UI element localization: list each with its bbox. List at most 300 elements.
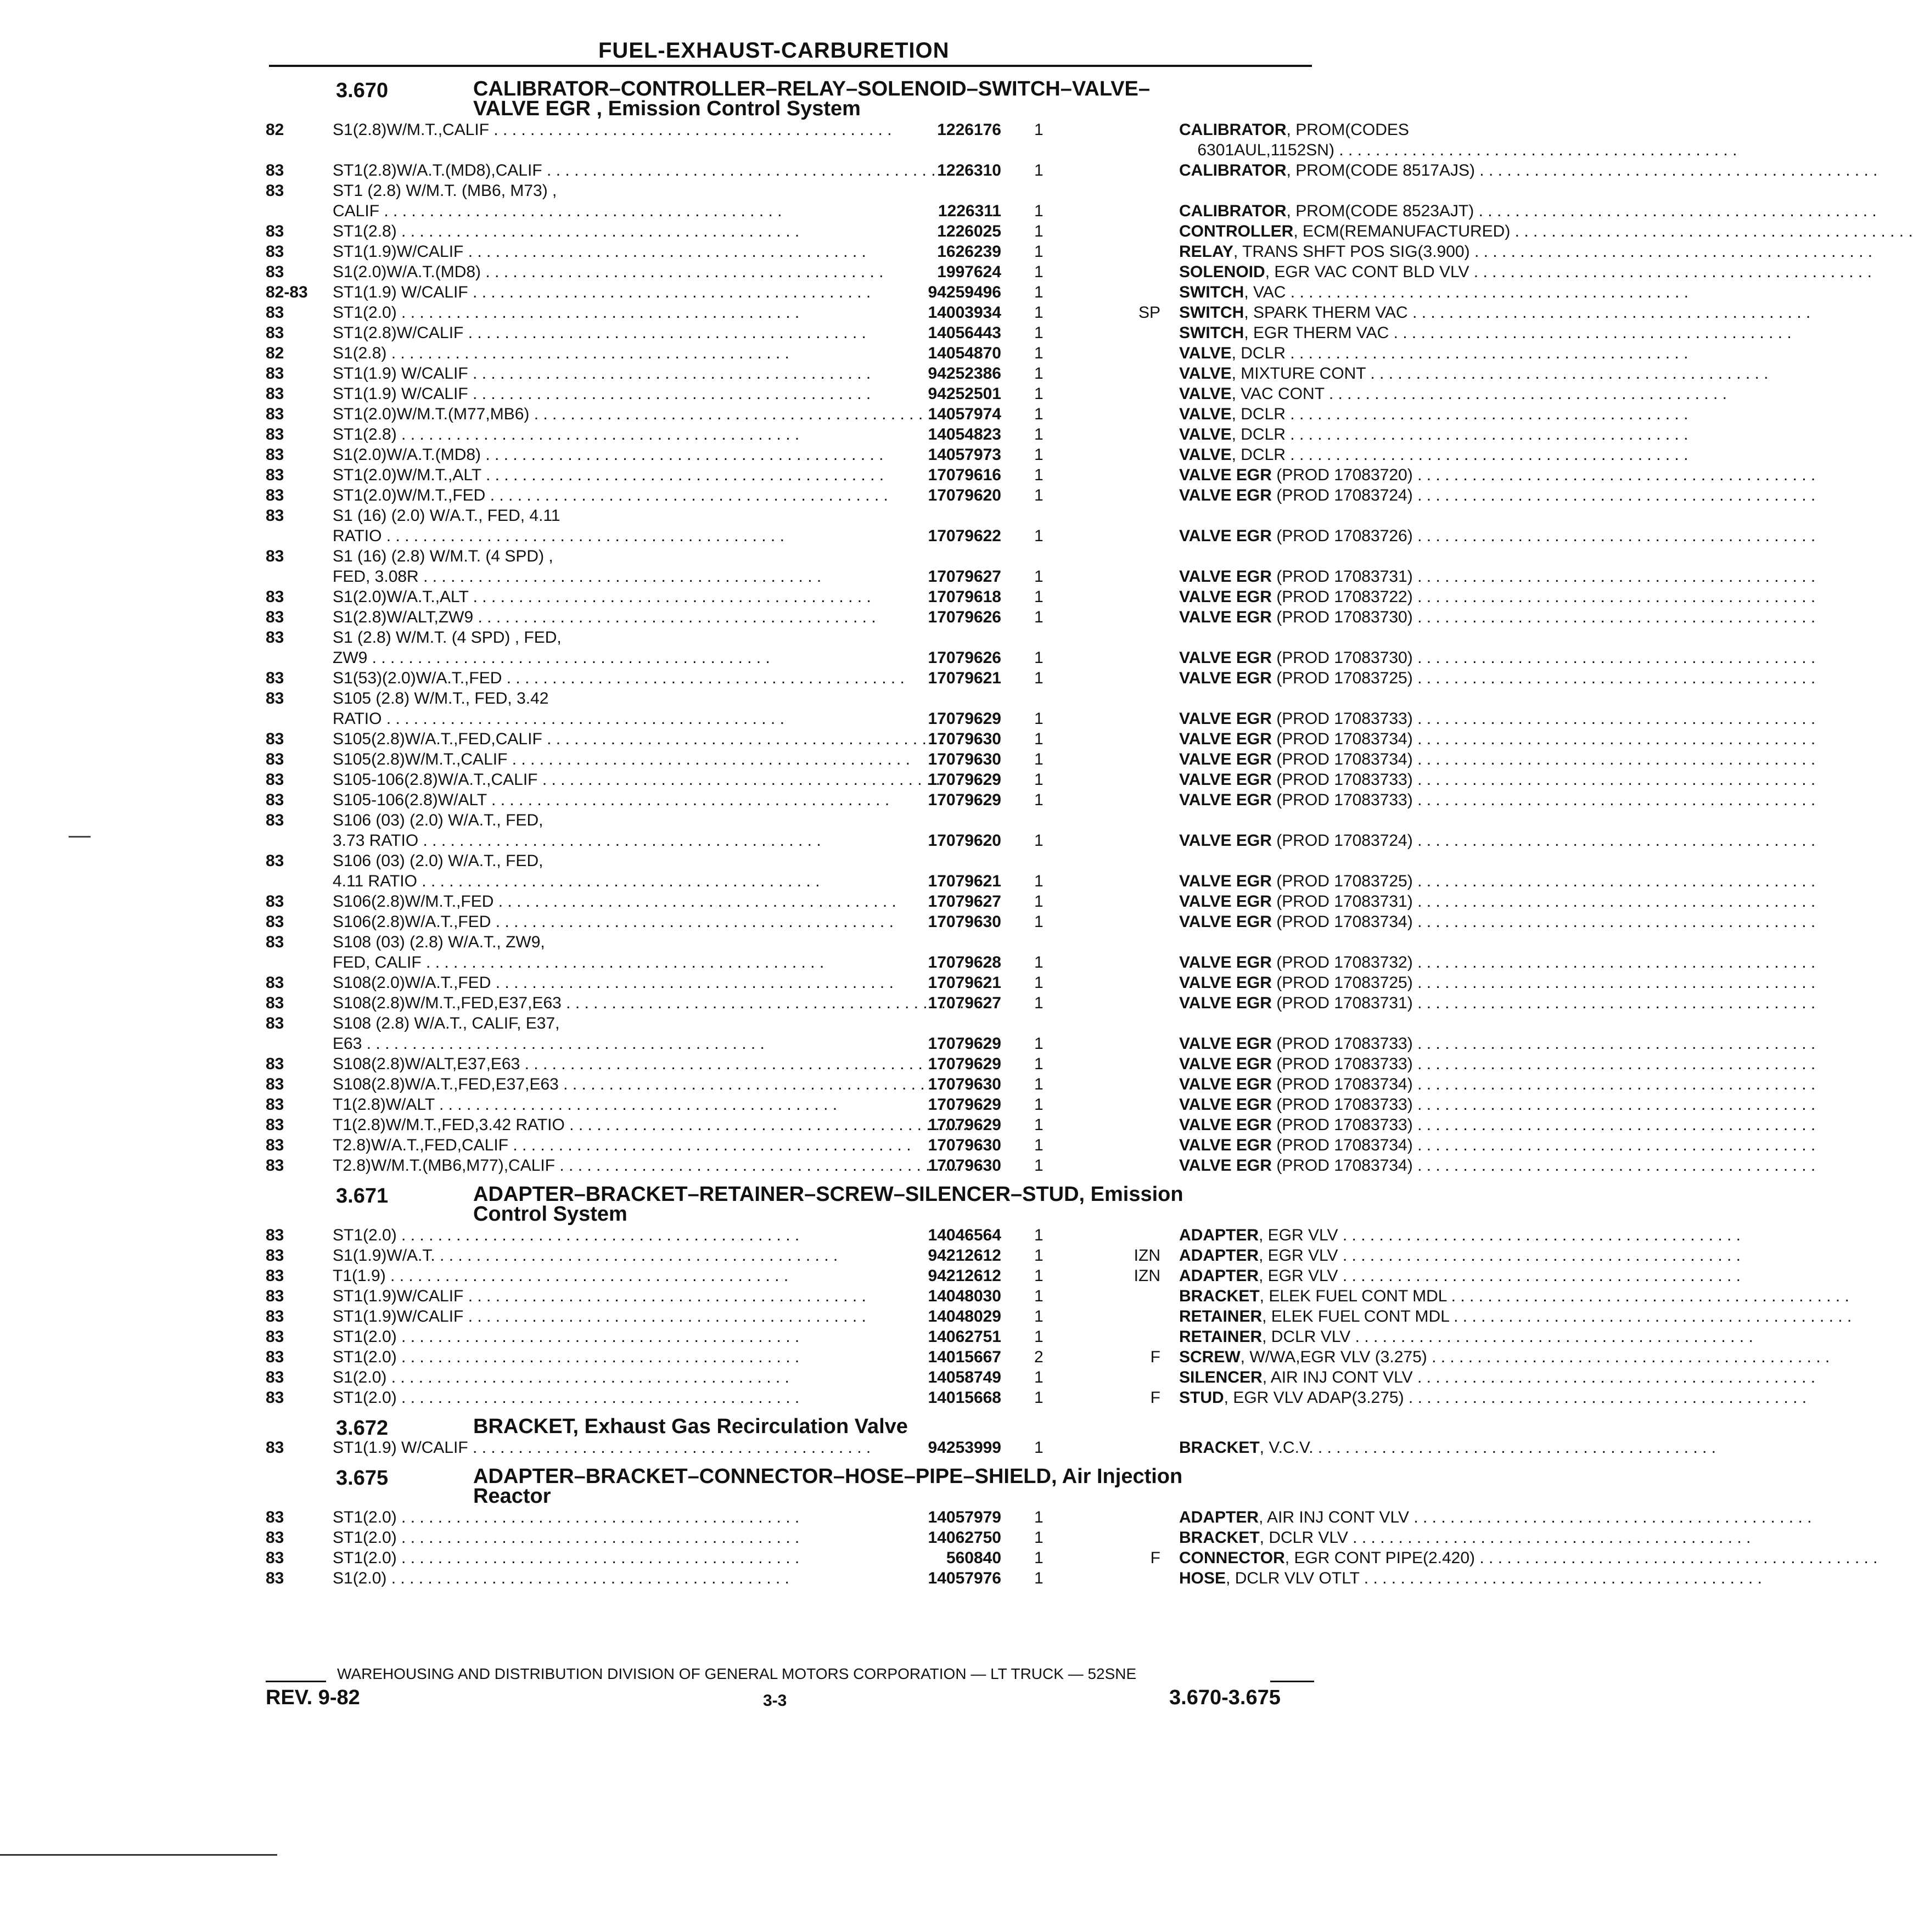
vehicle-description-line: ST1(2.8)W/A.T.(MD8),CALIF . . . xyxy=(333,160,827,181)
vehicle-description xyxy=(333,1548,827,1568)
vehicle-description-line: S106(2.8)W/A.T.,FED . . . xyxy=(333,912,827,932)
part-name-bold: VALVE EGR xyxy=(1179,669,1272,687)
part-name xyxy=(1179,1245,1574,1266)
scan-bottom-rule xyxy=(0,1854,277,1856)
part-number: 94253999 xyxy=(928,1439,1001,1457)
vehicle-description xyxy=(333,1568,827,1588)
vehicle-description xyxy=(333,912,827,932)
part-name xyxy=(1179,648,1574,668)
part-name-detail: (PROD 17083733) xyxy=(1271,771,1413,789)
part-name xyxy=(1179,1568,1574,1588)
part-name-detail: , MIXTURE CONT xyxy=(1231,364,1366,383)
quantity: 1 xyxy=(1034,1075,1044,1093)
vehicle-description-line: ST1(2.0) . . . xyxy=(333,1527,827,1548)
quantity: 1 xyxy=(1034,446,1044,464)
table-row xyxy=(266,384,1325,404)
section-3-672 xyxy=(266,1414,1314,1458)
part-name-bold: VALVE EGR xyxy=(1179,1156,1272,1175)
part-name-line xyxy=(1179,891,1574,912)
model-year: 83 xyxy=(266,324,284,342)
part-name-bold: CALIBRATOR xyxy=(1179,121,1287,139)
table-row xyxy=(266,1115,1413,1135)
vehicle-description-line: S1(53)(2.0)W/A.T.,FED . . . xyxy=(333,668,827,688)
vehicle-description xyxy=(333,729,827,749)
table-row xyxy=(266,1225,1338,1245)
part-name-bold: HOSE xyxy=(1179,1569,1226,1587)
part-name-detail: , EGR VLV xyxy=(1259,1267,1338,1285)
page-header-title: FUEL-EXHAUST-CARBURETION xyxy=(598,38,950,63)
part-name-detail: , SPARK THERM VAC xyxy=(1244,304,1408,322)
part-number: 17079629 xyxy=(928,1055,1001,1073)
part-name xyxy=(1179,871,1574,891)
part-name xyxy=(1179,160,1574,181)
vehicle-description-line: ST1(1.9) W/CALIF . . . xyxy=(333,1437,827,1458)
part-number: 17079628 xyxy=(928,953,1001,971)
part-number: 17079630 xyxy=(928,1156,1001,1175)
vehicle-description-line: ST1(1.9)W/CALIF . . . xyxy=(333,1306,827,1327)
part-name xyxy=(1179,1034,1574,1054)
part-number: 14058749 xyxy=(928,1368,1001,1386)
code: IZN xyxy=(1134,1246,1160,1265)
vehicle-description-line: S108(2.0)W/A.T.,FED . . . xyxy=(333,973,827,993)
quantity: 1 xyxy=(1034,791,1044,809)
model-year: 83 xyxy=(266,263,284,281)
part-name-detail: (PROD 17083724) xyxy=(1271,832,1413,850)
vehicle-description-line: RATIO . . . xyxy=(333,526,827,546)
part-name xyxy=(1179,1115,1574,1135)
model-year: 83 xyxy=(266,1136,284,1154)
part-name-detail: (PROD 17083733) xyxy=(1271,1035,1413,1053)
vehicle-description-line: ZW9 . . . xyxy=(333,648,827,668)
part-name-line xyxy=(1179,465,1574,485)
part-number: 14048030 xyxy=(928,1287,1001,1305)
part-name xyxy=(1179,485,1574,506)
table-row xyxy=(266,607,1413,627)
model-year: 83 xyxy=(266,1549,284,1567)
part-name-line xyxy=(1179,282,1574,302)
model-year: 83 xyxy=(266,1287,284,1305)
part-name-line xyxy=(1179,1094,1574,1115)
model-year: 83 xyxy=(266,1055,284,1073)
quantity: 1 xyxy=(1034,832,1044,850)
vehicle-description-line: S106(2.8)W/M.T.,FED . . . xyxy=(333,891,827,912)
part-number: 14048029 xyxy=(928,1307,1001,1326)
quantity: 1 xyxy=(1034,161,1044,179)
vehicle-description-line: S105-106(2.8)W/A.T.,CALIF . . . xyxy=(333,770,827,790)
part-name-line xyxy=(1179,648,1574,668)
part-number: 1997624 xyxy=(937,263,1001,281)
model-year: 83 xyxy=(266,933,284,951)
vehicle-description xyxy=(333,1135,827,1155)
quantity: 1 xyxy=(1034,364,1044,383)
vehicle-description-line: ST1(2.8)W/CALIF . . . xyxy=(333,323,827,343)
part-name-line xyxy=(1179,1135,1574,1155)
vehicle-description-line: S1 (2.8) W/M.T. (4 SPD) , FED, xyxy=(333,628,562,647)
part-number: 14057973 xyxy=(928,446,1001,464)
table-row xyxy=(266,1266,1338,1286)
parts-catalog-body xyxy=(266,77,1511,1588)
vehicle-description-line: S105(2.8)W/M.T.,CALIF . . . xyxy=(333,749,827,770)
quantity: 1 xyxy=(1034,1549,1044,1567)
vehicle-description xyxy=(333,1094,827,1115)
part-name xyxy=(1179,1286,1574,1306)
vehicle-description xyxy=(333,445,827,465)
part-name xyxy=(1179,424,1574,445)
part-name-line xyxy=(1179,709,1574,729)
part-name xyxy=(1179,1507,1574,1527)
part-name xyxy=(1179,384,1574,404)
quantity: 1 xyxy=(1034,1439,1044,1457)
table-row xyxy=(266,323,1389,343)
footer-division-text: WAREHOUSING AND DISTRIBUTION DIVISION OF GENERAL MOTORS CORPORATION — LT TRUCK — 52SNE xyxy=(337,1665,1137,1682)
table-row xyxy=(266,627,1413,668)
model-year: 83 xyxy=(266,1529,284,1547)
vehicle-description xyxy=(333,668,827,688)
model-year: 83 xyxy=(266,385,284,403)
table-row xyxy=(266,993,1413,1013)
part-name xyxy=(1179,1094,1574,1115)
quantity: 1 xyxy=(1034,1156,1044,1175)
quantity: 1 xyxy=(1034,405,1044,423)
vehicle-description xyxy=(333,749,827,770)
part-name-bold: VALVE EGR xyxy=(1179,730,1272,748)
vehicle-description xyxy=(333,1507,827,1527)
part-name-line xyxy=(1179,1306,1574,1327)
model-year: 83 xyxy=(266,1116,284,1134)
model-year: 83 xyxy=(266,161,284,179)
table-row xyxy=(266,363,1366,384)
part-name-bold: ADAPTER xyxy=(1179,1508,1259,1526)
part-name xyxy=(1179,1135,1574,1155)
table-row xyxy=(266,1327,1351,1347)
table-row xyxy=(266,1437,1314,1458)
part-name-line xyxy=(1179,1367,1574,1388)
part-name-detail: (PROD 17083734) xyxy=(1271,1156,1413,1175)
part-number: 14046564 xyxy=(928,1226,1001,1244)
part-name-bold: ADAPTER xyxy=(1179,1226,1259,1244)
model-year: 83 xyxy=(266,689,284,707)
part-name-detail: (PROD 17083724) xyxy=(1271,486,1413,504)
quantity: 1 xyxy=(1034,1368,1044,1386)
quantity: 1 xyxy=(1034,1136,1044,1154)
quantity: 1 xyxy=(1034,1287,1044,1305)
part-name-bold: VALVE EGR xyxy=(1179,872,1272,890)
vehicle-description-line: S1 (16) (2.0) W/A.T., FED, 4.11 xyxy=(333,507,560,525)
part-name-line xyxy=(1179,343,1574,363)
part-number: 17079621 xyxy=(928,974,1001,992)
part-name-detail: , ECM(REMANUFACTURED) xyxy=(1293,222,1511,240)
vehicle-description-line: ST1(1.9) W/CALIF . . . xyxy=(333,282,827,302)
section-title-line: Control System xyxy=(473,1203,627,1226)
part-name-detail: (PROD 17083734) xyxy=(1271,1136,1413,1154)
model-year: 83 xyxy=(266,974,284,992)
part-name-detail: (PROD 17083734) xyxy=(1271,913,1413,931)
quantity: 1 xyxy=(1034,202,1044,220)
table-row xyxy=(266,120,1409,160)
part-name-bold: SWITCH xyxy=(1179,283,1244,301)
quantity: 1 xyxy=(1034,771,1044,789)
revision-label: REV. 9-82 xyxy=(266,1686,360,1709)
model-year: 83 xyxy=(266,1096,284,1114)
quantity: 2 xyxy=(1034,1348,1044,1366)
vehicle-description-line: S1(2.8) . . . xyxy=(333,343,827,363)
part-name-line xyxy=(1179,526,1574,546)
quantity: 1 xyxy=(1034,222,1044,240)
quantity: 1 xyxy=(1034,1328,1044,1346)
part-name-bold: VALVE EGR xyxy=(1179,994,1272,1012)
part-name-detail: (PROD 17083734) xyxy=(1271,750,1413,768)
part-number: 1226311 xyxy=(938,202,1001,220)
table-row xyxy=(266,1548,1476,1568)
quantity: 1 xyxy=(1034,486,1044,504)
vehicle-description xyxy=(333,973,827,993)
vehicle-description-line: S1(1.9)W/A.T. . . . xyxy=(333,1245,827,1266)
section-3-675 xyxy=(266,1464,1476,1588)
quantity: 1 xyxy=(1034,263,1044,281)
part-number: 17079629 xyxy=(928,710,1001,728)
part-name-line xyxy=(1179,871,1574,891)
part-name-line xyxy=(1179,120,1574,140)
model-year: 83 xyxy=(266,243,284,261)
part-name xyxy=(1179,790,1574,810)
part-name-bold: CALIBRATOR xyxy=(1179,161,1287,179)
vehicle-description-line: T2.8)W/M.T.(MB6,M77),CALIF . . . xyxy=(333,1155,827,1176)
header-rule xyxy=(269,65,1312,67)
vehicle-description xyxy=(333,506,827,546)
vehicle-description-line: S108 (03) (2.8) W/A.T., ZW9, xyxy=(333,933,545,951)
part-name-line xyxy=(1179,1347,1574,1367)
table-row xyxy=(266,973,1413,993)
part-name xyxy=(1179,1306,1574,1327)
section-number: 3.671 xyxy=(336,1184,389,1208)
vehicle-description-line: S1(2.8)W/M.T.,CALIF . . . xyxy=(333,120,827,140)
table-row xyxy=(266,1527,1348,1548)
part-name-detail: (PROD 17083733) xyxy=(1271,791,1413,809)
part-name xyxy=(1179,465,1574,485)
section-header xyxy=(266,1464,1314,1507)
code: F xyxy=(1150,1389,1160,1407)
part-name-line xyxy=(1179,221,1574,242)
quantity: 1 xyxy=(1034,121,1044,139)
part-number: 17079622 xyxy=(928,527,1001,545)
part-name xyxy=(1179,973,1574,993)
part-name-bold: CONTROLLER xyxy=(1179,222,1294,240)
vehicle-description-line: S1 (16) (2.8) W/M.T. (4 SPD) , xyxy=(333,547,553,565)
part-name xyxy=(1179,607,1574,627)
part-name-detail: , ELEK FUEL CONT MDL xyxy=(1262,1307,1449,1326)
part-name xyxy=(1179,912,1574,932)
vehicle-description-line: ST1(1.9) W/CALIF . . . xyxy=(333,363,827,384)
part-name-bold: SILENCER xyxy=(1179,1368,1263,1386)
part-number: 17079627 xyxy=(928,568,1001,586)
model-year: 83 xyxy=(266,1307,284,1326)
vehicle-description-line: ST1(1.9)W/CALIF . . . xyxy=(333,242,827,262)
part-name-line xyxy=(1179,1437,1574,1458)
table-row xyxy=(266,181,1474,221)
part-name-line xyxy=(1179,323,1574,343)
part-name xyxy=(1179,566,1574,587)
part-name-bold: VALVE EGR xyxy=(1179,649,1272,667)
part-number: 17079621 xyxy=(928,669,1001,687)
quantity: 1 xyxy=(1034,1246,1044,1265)
part-number: 14062751 xyxy=(928,1328,1001,1346)
part-name-detail: (PROD 17083733) xyxy=(1271,1055,1413,1073)
part-name xyxy=(1179,1155,1574,1176)
part-number: 17079620 xyxy=(928,486,1001,504)
section-title-line: ADAPTER–BRACKET–RETAINER–SCREW–SILENCER–STUD, Emission xyxy=(473,1183,1183,1206)
part-name xyxy=(1179,668,1574,688)
model-year: 83 xyxy=(266,1156,284,1175)
part-name-detail: (PROD 17083730) xyxy=(1271,649,1413,667)
part-number: 560840 xyxy=(946,1549,1001,1567)
model-year: 83 xyxy=(266,1348,284,1366)
part-name-continuation: 6301AUL,1152SN) . . . xyxy=(1179,140,1574,160)
table-row xyxy=(266,688,1413,729)
vehicle-description-line: E63 . . . xyxy=(333,1034,827,1054)
part-name-line xyxy=(1179,1286,1574,1306)
vehicle-description xyxy=(333,262,827,282)
quantity: 1 xyxy=(1034,730,1044,748)
part-name-line xyxy=(1179,749,1574,770)
vehicle-description-line: S105(2.8)W/A.T.,FED,CALIF . . . xyxy=(333,729,827,749)
part-name xyxy=(1179,1548,1574,1568)
part-name-bold: RETAINER xyxy=(1179,1328,1263,1346)
part-name-line xyxy=(1179,566,1574,587)
part-name xyxy=(1179,729,1574,749)
part-number: 14056443 xyxy=(928,324,1001,342)
quantity: 1 xyxy=(1034,324,1044,342)
vehicle-description-line: S1(2.0)W/A.T.(MD8) . . . xyxy=(333,262,827,282)
part-name xyxy=(1179,1367,1574,1388)
table-row xyxy=(266,1013,1413,1054)
quantity: 1 xyxy=(1034,1529,1044,1547)
table-row xyxy=(266,1054,1413,1074)
vehicle-description xyxy=(333,1155,827,1176)
vehicle-description xyxy=(333,343,827,363)
table-row xyxy=(266,1388,1404,1408)
section-number: 3.672 xyxy=(336,1417,389,1440)
part-name-bold: VALVE EGR xyxy=(1179,974,1272,992)
model-year: 83 xyxy=(266,1368,284,1386)
part-number: 1626239 xyxy=(937,243,1001,261)
model-year: 83 xyxy=(266,405,284,423)
part-name-bold: CALIBRATOR xyxy=(1179,202,1287,220)
table-row xyxy=(266,445,1314,465)
quantity: 1 xyxy=(1034,304,1044,322)
part-name-line xyxy=(1179,993,1574,1013)
model-year: 83 xyxy=(266,446,284,464)
part-name xyxy=(1179,262,1574,282)
part-name-bold: VALVE EGR xyxy=(1179,1096,1272,1114)
vehicle-description xyxy=(333,1225,827,1245)
part-name-detail: (PROD 17083734) xyxy=(1271,730,1413,748)
table-row xyxy=(266,404,1314,424)
part-name-detail: , TRANS SHFT POS SIG(3.900) xyxy=(1233,243,1470,261)
model-year: 83 xyxy=(266,222,284,240)
table-row xyxy=(266,1568,1360,1588)
quantity: 1 xyxy=(1034,608,1044,626)
part-name xyxy=(1179,242,1574,262)
part-name xyxy=(1179,770,1574,790)
part-name xyxy=(1179,1347,1574,1367)
part-name-detail: , DCLR xyxy=(1231,446,1286,464)
table-row xyxy=(266,770,1413,790)
part-number: 14054870 xyxy=(928,344,1001,362)
part-name-bold: VALVE EGR xyxy=(1179,832,1272,850)
code: SP xyxy=(1138,304,1160,322)
model-year: 83 xyxy=(266,608,284,626)
part-name-line xyxy=(1179,160,1574,181)
model-year: 83 xyxy=(266,507,284,525)
part-name-line xyxy=(1179,770,1574,790)
part-name xyxy=(1179,302,1574,323)
vehicle-description xyxy=(333,587,827,607)
quantity: 1 xyxy=(1034,344,1044,362)
quantity: 1 xyxy=(1034,1226,1044,1244)
vehicle-description-line: FED, 3.08R . . . xyxy=(333,566,827,587)
part-name-bold: RETAINER xyxy=(1179,1307,1263,1326)
vehicle-description xyxy=(333,932,827,973)
part-number: 14057976 xyxy=(928,1569,1001,1587)
model-year: 83 xyxy=(266,364,284,383)
part-number: 17079620 xyxy=(928,832,1001,850)
part-name-bold: BRACKET xyxy=(1179,1287,1260,1305)
part-name xyxy=(1179,1225,1574,1245)
footer-left-rule xyxy=(266,1681,326,1682)
model-year: 83 xyxy=(266,669,284,687)
part-number: 17079629 xyxy=(928,1096,1001,1114)
part-name-bold: VALVE EGR xyxy=(1179,913,1272,931)
part-name-bold: VALVE EGR xyxy=(1179,791,1272,809)
part-name-bold: VALVE xyxy=(1179,344,1232,362)
part-name-line xyxy=(1179,587,1574,607)
quantity: 1 xyxy=(1034,1508,1044,1526)
quantity: 1 xyxy=(1034,385,1044,403)
quantity: 1 xyxy=(1034,913,1044,931)
part-number: 17079618 xyxy=(928,588,1001,606)
model-year: 83 xyxy=(266,994,284,1012)
part-name-detail: , PROM(CODE 8517AJS) xyxy=(1286,161,1475,179)
part-name-detail: , EGR VAC CONT BLD VLV xyxy=(1265,263,1469,281)
vehicle-description-line: ST1(2.8) . . . xyxy=(333,221,827,242)
vehicle-description xyxy=(333,120,827,140)
table-row xyxy=(266,810,1413,851)
part-name-bold: VALVE EGR xyxy=(1179,771,1272,789)
model-year: 83 xyxy=(266,791,284,809)
part-name-detail: (PROD 17083726) xyxy=(1271,527,1413,545)
part-name-detail: , DCLR xyxy=(1231,425,1286,443)
quantity: 1 xyxy=(1034,974,1044,992)
part-name-bold: VALVE xyxy=(1179,364,1232,383)
part-name-line xyxy=(1179,790,1574,810)
vehicle-description-line: T1(1.9) . . . xyxy=(333,1266,827,1286)
model-year: 83 xyxy=(266,750,284,768)
part-name-line xyxy=(1179,302,1574,323)
part-name-line xyxy=(1179,1388,1574,1408)
part-number: 14054823 xyxy=(928,425,1001,443)
part-name-detail: (PROD 17083731) xyxy=(1271,568,1413,586)
quantity: 1 xyxy=(1034,425,1044,443)
part-name-line xyxy=(1179,1327,1574,1347)
vehicle-description xyxy=(333,323,827,343)
part-name-line xyxy=(1179,384,1574,404)
part-name-bold: VALVE EGR xyxy=(1179,1116,1272,1134)
part-name-detail: , PROM(CODES xyxy=(1286,121,1409,139)
model-year: 83 xyxy=(266,1014,284,1032)
vehicle-description-line: S108(2.8)W/M.T.,FED,E37,E63 . . . xyxy=(333,993,827,1013)
vehicle-description xyxy=(333,221,827,242)
part-name-line xyxy=(1179,445,1574,465)
